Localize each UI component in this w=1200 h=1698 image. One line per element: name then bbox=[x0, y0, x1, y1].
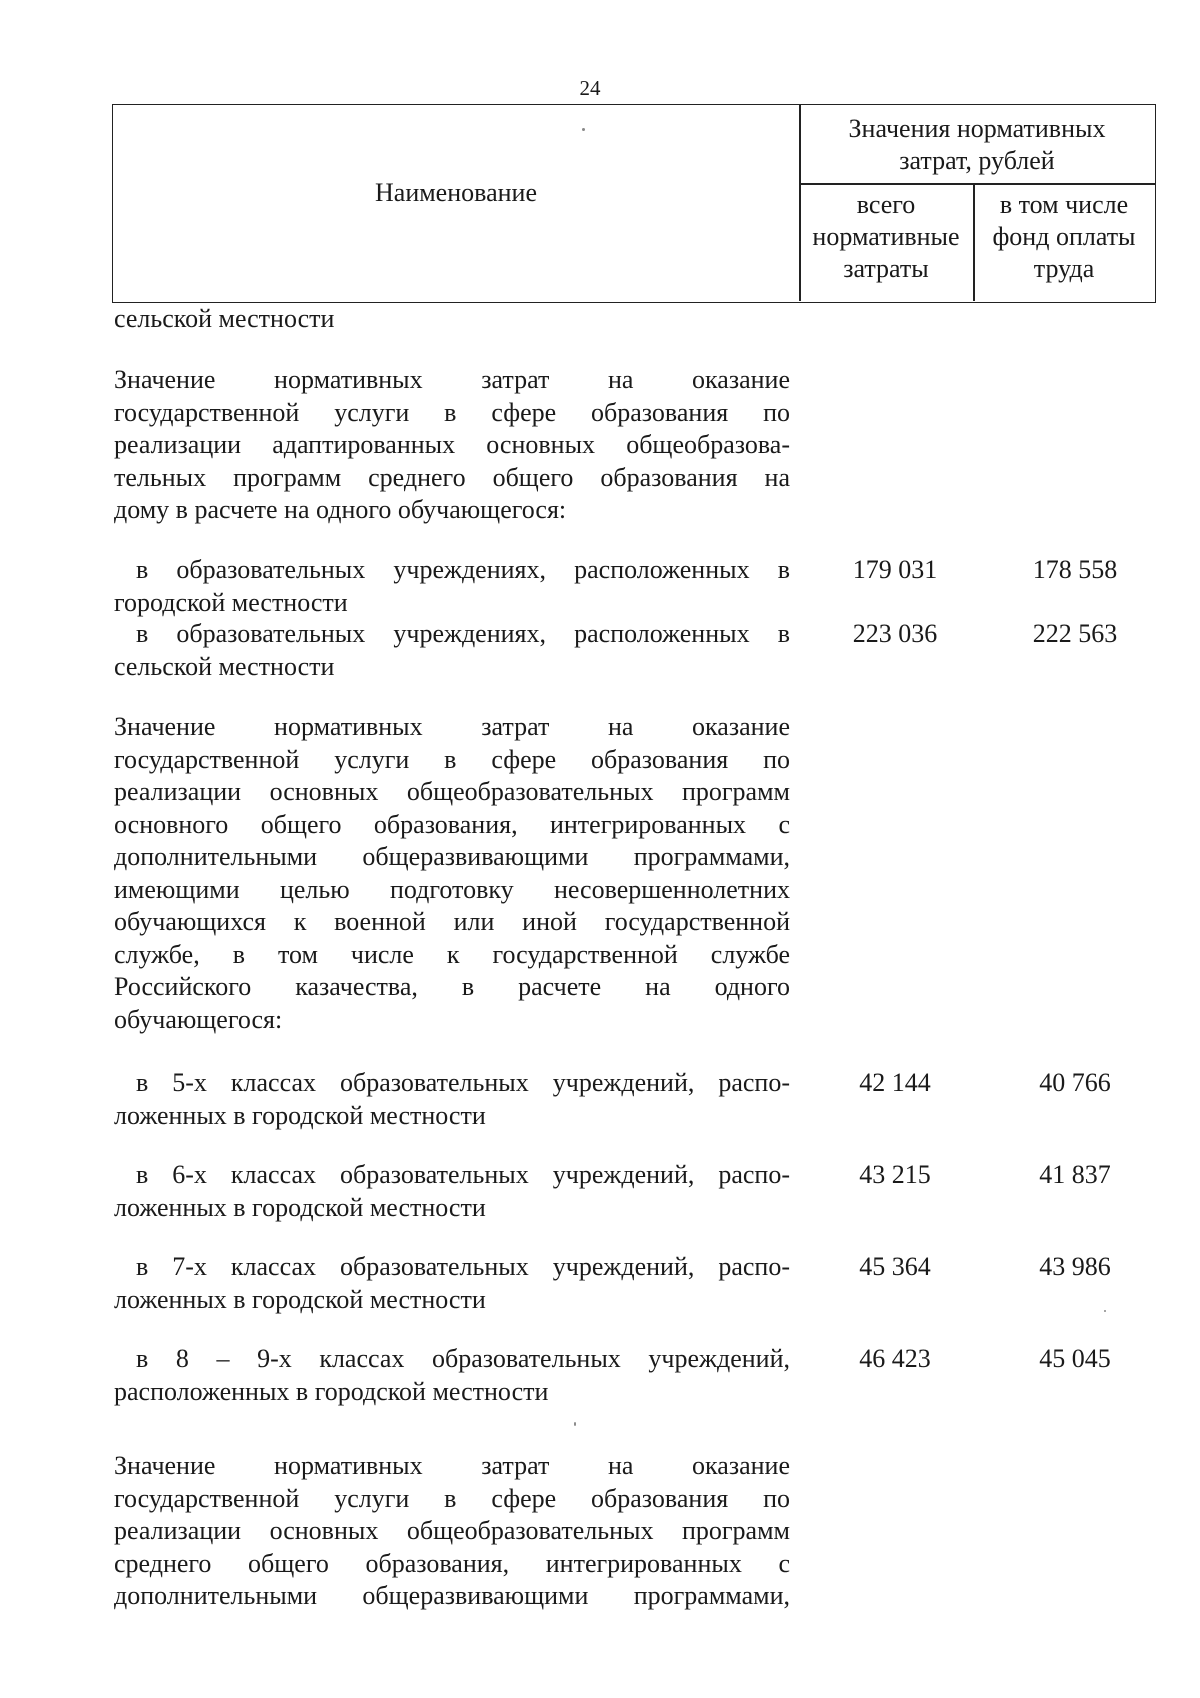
value-total: 43 215 bbox=[859, 1160, 931, 1189]
text-line: государственной услуги в сфере образования по bbox=[114, 744, 790, 774]
scan-speck bbox=[1104, 1310, 1106, 1312]
table-row bbox=[114, 618, 790, 683]
group-divider bbox=[799, 183, 1155, 185]
value-wage: 43 986 bbox=[1039, 1252, 1111, 1281]
value-total: 46 423 bbox=[859, 1344, 931, 1373]
section-2-heading bbox=[114, 711, 790, 1036]
value-wage: 41 837 bbox=[1039, 1160, 1111, 1189]
header-wage-line: фонд оплаты bbox=[992, 222, 1136, 251]
text-line: реализации основных общеобразовательных программ bbox=[114, 777, 790, 806]
row-label: в 6-х классах образовательных учреждений, распо- bbox=[136, 1160, 790, 1189]
header-total-line: нормативные bbox=[812, 222, 960, 251]
text-line: сельской местности bbox=[114, 304, 335, 333]
value-total: 45 364 bbox=[859, 1252, 931, 1281]
value-wage: 45 045 bbox=[1039, 1344, 1111, 1373]
header-wage bbox=[973, 189, 1155, 285]
value-total: 42 144 bbox=[859, 1068, 931, 1097]
row-label: городской местности bbox=[114, 587, 348, 617]
header-group-title bbox=[799, 113, 1155, 177]
text-line: Значение нормативных затрат на оказание bbox=[114, 365, 790, 394]
scan-speck bbox=[574, 1422, 576, 1426]
header-name: Наименование bbox=[375, 178, 537, 207]
value-wage: 222 563 bbox=[1032, 619, 1118, 648]
text-line: реализации основных общеобразовательных программ bbox=[114, 1516, 790, 1545]
header-group-line: Значения нормативных bbox=[848, 114, 1106, 143]
text-line: основного общего образования, интегрированных с bbox=[114, 809, 790, 839]
text-line: обучающихся к военной или иной государственной bbox=[114, 907, 790, 936]
carry-over-text bbox=[114, 303, 790, 336]
text-line: имеющими целью подготовку несовершеннолетних bbox=[114, 874, 790, 904]
value-total: 179 031 bbox=[852, 555, 938, 584]
row-label: в 7-х классах образовательных учреждений, распо- bbox=[136, 1252, 790, 1281]
row-label: сельской местности bbox=[114, 651, 335, 681]
header-total bbox=[799, 189, 973, 285]
value-wage: 178 558 bbox=[1032, 555, 1118, 584]
table-row bbox=[114, 1251, 790, 1316]
table-row bbox=[114, 554, 790, 619]
text-line: обучающегося: bbox=[114, 1004, 283, 1034]
text-line: дому в расчете на одного обучающегося: bbox=[114, 495, 567, 524]
scan-speck bbox=[582, 128, 585, 131]
row-label: ложенных в городской местности bbox=[114, 1284, 486, 1314]
section-3-heading bbox=[114, 1450, 790, 1613]
table-header bbox=[112, 104, 1156, 303]
page-number: 24 bbox=[579, 76, 601, 100]
header-group-line: затрат, рублей bbox=[899, 146, 1055, 175]
text-line: реализации адаптированных основных общеобразова- bbox=[114, 430, 790, 459]
header-total-line: всего bbox=[856, 190, 916, 219]
row-label: в образовательных учреждениях, расположенных в bbox=[136, 555, 790, 584]
text-line: государственной услуги в сфере образования по bbox=[114, 1483, 790, 1513]
text-line: Значение нормативных затрат на оказание bbox=[114, 1451, 790, 1480]
table-row bbox=[114, 1159, 790, 1224]
text-line: Значение нормативных затрат на оказание bbox=[114, 712, 790, 741]
row-label: в образовательных учреждениях, расположенных в bbox=[136, 619, 790, 648]
table-row bbox=[114, 1343, 790, 1408]
value-total: 223 036 bbox=[852, 619, 938, 648]
text-line: Российского казачества, в расчете на одного bbox=[114, 972, 790, 1001]
text-line: дополнительными общеразвивающими программами, bbox=[114, 1581, 790, 1610]
row-label: в 5-х классах образовательных учреждений, распо- bbox=[136, 1068, 790, 1097]
text-line: дополнительными общеразвивающими программами, bbox=[114, 842, 790, 871]
row-label: в 8 – 9-х классах образовательных учреждений, bbox=[136, 1344, 790, 1373]
section-1-heading bbox=[114, 364, 790, 527]
header-wage-line: в том числе bbox=[999, 190, 1129, 219]
row-label: ложенных в городской местности bbox=[114, 1100, 486, 1130]
text-line: среднего общего образования, интегрированных с bbox=[114, 1548, 790, 1578]
row-label: ложенных в городской местности bbox=[114, 1192, 486, 1222]
header-total-line: затраты bbox=[843, 254, 929, 283]
text-line: службе, в том числе к государственной службе bbox=[114, 939, 790, 969]
text-line: тельных программ среднего общего образования на bbox=[114, 462, 790, 492]
header-wage-line: труда bbox=[1033, 254, 1095, 283]
table-row bbox=[114, 1067, 790, 1132]
value-wage: 40 766 bbox=[1039, 1068, 1111, 1097]
text-line: государственной услуги в сфере образования по bbox=[114, 397, 790, 427]
row-label: расположенных в городской местности bbox=[114, 1376, 549, 1406]
